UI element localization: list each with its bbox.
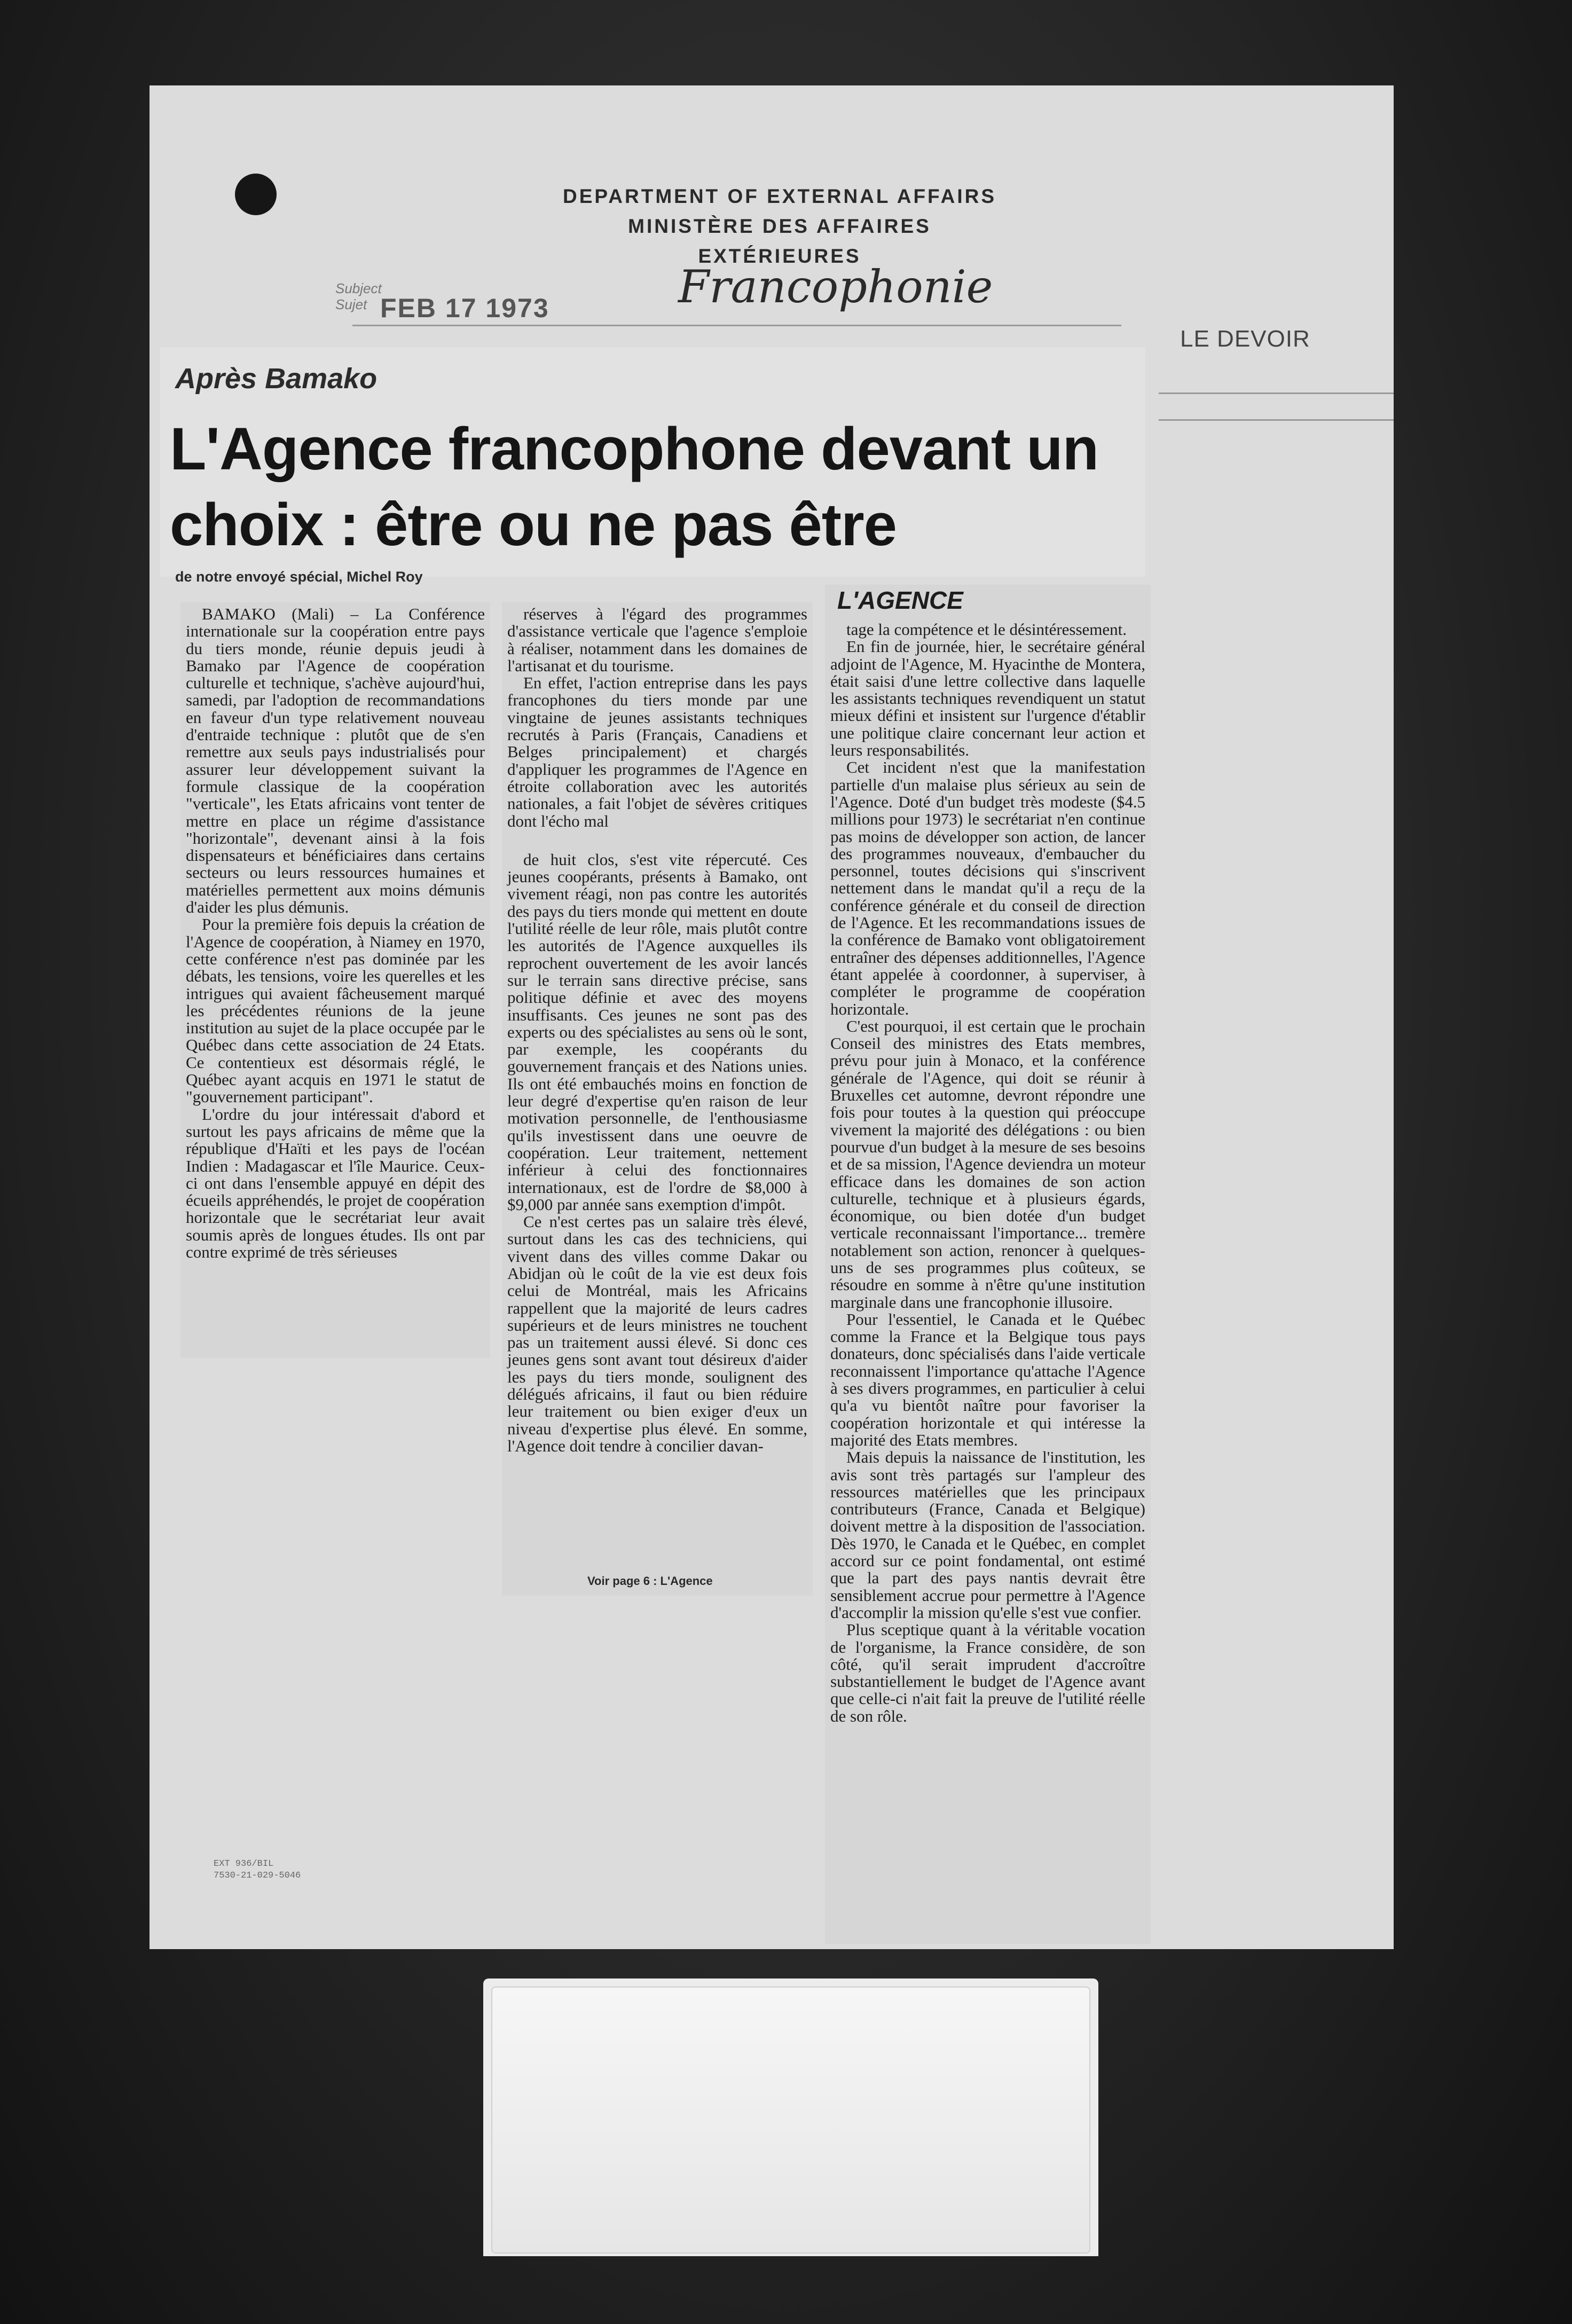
paragraph: Ce n'est certes pas un salaire très élevé, surtout dans les cas des techniciens, qui vivent dans des villes comme Dakar ou Abidjan où le coût de la vie est deux fois celui de Montréal, mais les Africains rappellent que la majorité de leurs cadres supérieurs et de leurs ministres ne touchent pas un traitement aussi élevé. Si donc ces jeunes gens sont avant tout désireux d'aider les pays du tiers monde, soulignent des délégués africains, il faut ou bien réduire leur traitement ou bien exiger d'eux un niveau d'expertise plus élevé. En somme, l'Agence doit tendre à concilier davan- — [507, 1212, 807, 1455]
article-headline: L'Agence francophone devant un choix : être ou ne pas être — [170, 415, 1099, 558]
paragraph: BAMAKO (Mali) – La Conférence internationale sur la coopération entre pays du tiers monde, réunie depuis jeudi à Bamako par l'Agence de coopération culturelle et technique, s'achève aujourd'hui, samedi, par l'adoption de recommandations en faveur d'un type relativement nouveau d'entraide technique : plutôt que de s'en remettre aux seuls pays industrialisés pour assurer leur développement suivant la formule classique de la coopération "verticale", les Etats africains vont tenter de mettre en place un régime d'assistance "horizontale", devenant ainsi à la fois dispensateurs et bénéficiaires dans certains secteurs ou leurs ressources humaines et matérielles permettent aux moins démunis d'aider les plus démunis. — [186, 604, 485, 917]
subject-rule — [352, 325, 1121, 326]
paragraph: L'ordre du jour intéressait d'abord et surtout les pays africains de même que la république d'Haïti et les pays de l'océan Indien : Madagascar et l'île Maurice. Ceux-ci ont dans l'ensemble appuyé en dépit des écueils appréhendés, le projet de coopération horizontale que le secrétariat leur avait soumis après de longues études. Ils ont par contre exprimé de très sérieuses — [186, 1104, 485, 1261]
form-code — [214, 1858, 301, 1882]
continued-note: Voir page 6 : L'Agence — [587, 1574, 713, 1588]
paragraph: Plus sceptique quant à la véritable vocation de l'organisme, la France considère, de son côté, qu'il serait imprudent d'accroître substantiellement le budget de l'Agence avant que celle-ci n'ait fait la preuve de l'utilité réelle de son rôle. — [830, 1620, 1145, 1725]
paragraph: En fin de journée, hier, le secrétaire général adjoint de l'Agence, M. Hyacinthe de Montera, était saisi d'une lettre collective dans laquelle les assistants techniques revendiquent un statut mieux défini et insistent sur l'urgence d'établir une politique claire concernant leur action et leurs responsabilités. — [830, 637, 1145, 760]
paragraph: de huit clos, s'est vite répercuté. Ces jeunes coopérants, présents à Bamako, ont vivement réagi, non pas contre les autorités des pays du tiers monde qui mettent en doute l'utilité réelle de leur rôle, mais plutôt contre les autorités de l'Agence auxquelles ils reprochent ouvertement de les avoir lancés sur le terrain sans directive précise, sans politique définie et avec des moyens insuffisants. Ces jeunes ne sont pas des experts ou des spécialistes au sens où le sont, par exemple, les coopérants du gouvernement français et des Nations unies. Ils ont été embauchés moins en fonction de leur degré d'expertise qu'en raison de leur motivation personnelle, de l'enthousiasme qu'ils investissent dans une oeuvre de coopération. Leur traitement, nettement inférieur à celui des fonctionnaires internationaux, est de l'ordre de $8,000 à $9,000 par année sans exemption d'impôt. — [507, 850, 807, 1214]
letterhead-french: MINISTÈRE DES AFFAIRES EXTÉRIEURES — [628, 215, 931, 267]
right-rule-1 — [1159, 392, 1394, 394]
letterhead — [550, 182, 1009, 271]
paragraph: réserves à l'égard des programmes d'assistance verticale que l'agence s'emploie à réaliser, notamment dans les domaines de l'artisanat et du tourisme. — [507, 604, 807, 675]
subject-label-en: Subject — [335, 280, 382, 296]
paragraph: En effet, l'action entreprise dans les pays francophones du tiers monde par une vingtaine de jeunes assistants techniques recrutés à Paris (Français, Canadiens et Belges principalement) et chargés d'appliquer les programmes de l'Agence en étroite collaboration avec les autorités nationales, a fait l'objet de sévères critiques dont l'écho mal — [507, 673, 807, 830]
paragraph: tage la compétence et le désintéressement. — [846, 620, 1127, 639]
paragraph: Cet incident n'est que la manifestation partielle d'un malaise plus sérieux au sein de l'Agence. Doté d'un budget très modeste ($4.5 millions pour 1973) le secrétariat n'en continue pas moins de développer son action, de lancer des programmes nouveaux, d'embaucher du personnel, toutes décisions qui s'inscrivent nettement dans le mandat qu'il a reçu de la conférence générale et du conseil de direction de l'Agence. Et les recommandations issues de la conférence de Bamako vont obligatoirement entraîner des dépenses additionnelles, l'Agence étant appelée à coordonner, à superviser, à compléter le programme de coopération horizontale. — [830, 758, 1145, 1018]
right-rule-2 — [1159, 419, 1394, 421]
punch-hole — [235, 174, 277, 215]
paragraph: Pour la première fois depuis la création de l'Agence de coopération, à Niamey en 1970, cette conférence n'est pas dominée par les débats, les tensions, voire les querelles et les intrigues qui avaient fâcheusement marqué les précédentes réunions de la jeune institution au sujet de la place occupée par le Québec dans cette association de 24 Etats. Ce contentieux est désormais réglé, le Québec ayant acquis en 1971 le statut de "gouvernement participant". — [186, 915, 485, 1106]
form-code-line-2: 7530-21-029-5046 — [214, 1871, 301, 1881]
article-kicker: Après Bamako — [175, 363, 378, 395]
article-byline: de notre envoyé spécial, Michel Roy — [175, 569, 423, 585]
form-code-line-1: EXT 936/BIL — [214, 1859, 274, 1869]
subject-label-fr: Sujet — [335, 296, 367, 312]
newspaper-name: LE DEVOIR — [1180, 326, 1310, 352]
article-column-1 — [180, 602, 490, 1358]
subject-label — [335, 280, 382, 312]
envelope-face — [491, 1987, 1090, 2254]
paragraph: C'est pourquoi, il est certain que le prochain Conseil des ministres des Etats membres, prévu pour juin à Monaco, et la conférence générale de l'Agence, qui doit se réunir à Bruxelles cet automne, devront répondre une fois pour toutes à la question qui préoccupe vivement la majorité des délégations : ou bien pourvue d'un budget à la mesure de ses besoins et de sa mission, l'Agence deviendra un moteur efficace dans les domaines de son action culturelle, technique et à plusieurs égards, économique, ou bien dotée d'un budget verticale reconnaissant l'importance... tremère notablement son action, renoncer à quelques-uns de ses programmes plus coûteux, se résoudre en somme à n'être qu'une institution marginale dans une francophonie illusoire. — [830, 1016, 1145, 1312]
article-column-3 — [825, 585, 1151, 1944]
column-3-heading: L'AGENCE — [837, 586, 963, 614]
letterhead-english: DEPARTMENT OF EXTERNAL AFFAIRS — [562, 185, 997, 207]
paragraph: Mais depuis la naissance de l'institution, les avis sont très partagés sur l'ampleur des ressources matérielles que les principaux contributeurs (France, Canada et Belgique) doivent mettre à la disposition de l'association. Dès 1970, le Canada et le Québec, en complet accord sur ce point fondamental, ont estimé que la part des pays nantis devrait être sensiblement accrue pour permettre à l'Agence d'accomplir la mission qu'elle s'est vue confier. — [830, 1448, 1145, 1622]
paragraph: Pour l'essentiel, le Canada et le Québec comme la France et la Belgique tous pays donateurs, donc spécialisés dans l'aide verticale reconnaissent l'importance qu'attache l'Agence à ses divers programmes, en particulier à celui qu'a vu bientôt naître pour favoriser la coopération horizontale et qui intéresse la majorité des Etats membres. — [830, 1309, 1145, 1449]
date-stamp: FEB 17 1973 — [380, 293, 549, 323]
handwritten-subject: Francophonie — [678, 261, 993, 313]
article-column-2 — [502, 602, 813, 1596]
